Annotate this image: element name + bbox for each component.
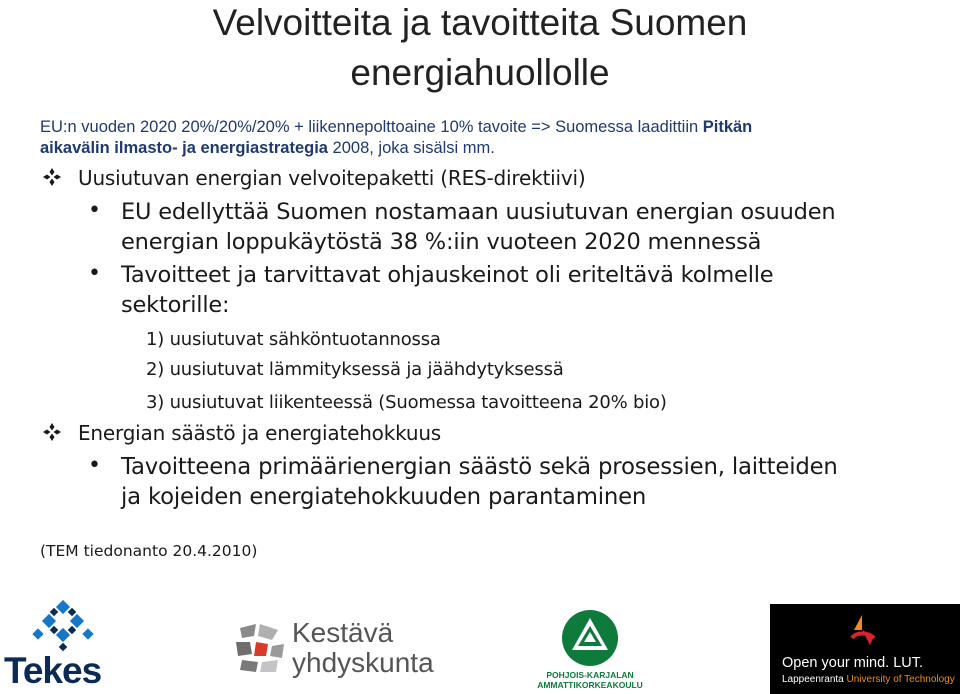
kestava-line-2: yhdyskunta xyxy=(292,647,434,678)
intro-text-2: 2008, joka sisälsi mm. xyxy=(327,139,495,157)
lut-slogan: Open your mind. LUT. xyxy=(782,655,924,671)
section2-heading: Energian säästö ja energiatehokkuus xyxy=(78,421,442,445)
intro-text-1: EU:n vuoden 2020 20%/20%/20% + liikennepolttoaine 10% tavoite => Suomessa laadittiin xyxy=(40,118,703,136)
lut-logo xyxy=(770,604,960,694)
sub-item-2: 2) uusiutuvat lämmityksessä ja jäähdytyksessä xyxy=(146,359,564,380)
lut-name-part1: Lappeenranta xyxy=(782,674,847,685)
section1-heading: Uusiutuvan energian velvoitepaketti (RES-direktiivi) xyxy=(78,166,586,190)
section2-bullet1-line1: Tavoitteena primäärienergian säästö sekä prosessien, laitteiden xyxy=(121,454,838,480)
tekes-logo xyxy=(4,600,129,690)
source-note: (TEM tiedonanto 20.4.2010) xyxy=(40,542,258,560)
section1-bullet1-line2: energian loppukäytöstä 38 %:iin vuoteen 2020 mennessä xyxy=(121,229,762,255)
intro-bold-2: aikavälin ilmasto- ja energiastrategia xyxy=(40,139,328,157)
diamond-bullet-icon xyxy=(42,167,62,187)
intro-bold-1: Pitkän xyxy=(702,118,753,136)
section1-bullet2-line2: sektorille: xyxy=(121,292,230,318)
intro-paragraph xyxy=(40,117,910,159)
section1-bullet2-line1: Tavoitteet ja tarvittavat ohjauskeinot oli eriteltävä kolmelle xyxy=(121,262,774,288)
sub-item-1: 1) uusiutuvat sähköntuotannossa xyxy=(146,329,441,350)
title-line-2: energiahuollolle xyxy=(350,52,610,93)
page-title xyxy=(0,0,960,98)
title-line-1: Velvoitteita ja tavoitteita Suomen xyxy=(212,2,748,43)
tekes-mark-icon xyxy=(30,600,100,656)
diamond-bullet-icon xyxy=(42,422,62,442)
pkamk-line-2: AMMATTIKORKEAKOULU xyxy=(537,680,643,690)
pkamk-line-1: POHJOIS-KARJALAN xyxy=(546,670,634,680)
tekes-wordmark: Tekes xyxy=(4,650,102,691)
bullet-dot-icon: • xyxy=(88,261,101,286)
section1-bullet1-line1: EU edellyttää Suomen nostamaan uusiutuvan energian osuuden xyxy=(121,199,836,225)
sub-item-3: 3) uusiutuvat liikenteessä (Suomessa tavoitteena 20% bio) xyxy=(146,392,667,413)
kestava-line-1: Kestävä xyxy=(292,617,394,648)
lut-mark-icon xyxy=(844,612,880,648)
lut-name-part2: University of Technology xyxy=(846,674,955,685)
pkamk-logo xyxy=(535,608,645,692)
bullet-dot-icon: • xyxy=(88,198,101,223)
section2-bullet1-line2: ja kojeiden energiatehokkuuden parantaminen xyxy=(121,484,647,510)
bullet-dot-icon: • xyxy=(88,453,101,478)
kestava-mark-icon xyxy=(232,622,286,674)
lut-name xyxy=(782,674,955,686)
kestava-yhdyskunta-logo xyxy=(232,618,447,688)
pkamk-emblem-icon xyxy=(558,608,622,668)
